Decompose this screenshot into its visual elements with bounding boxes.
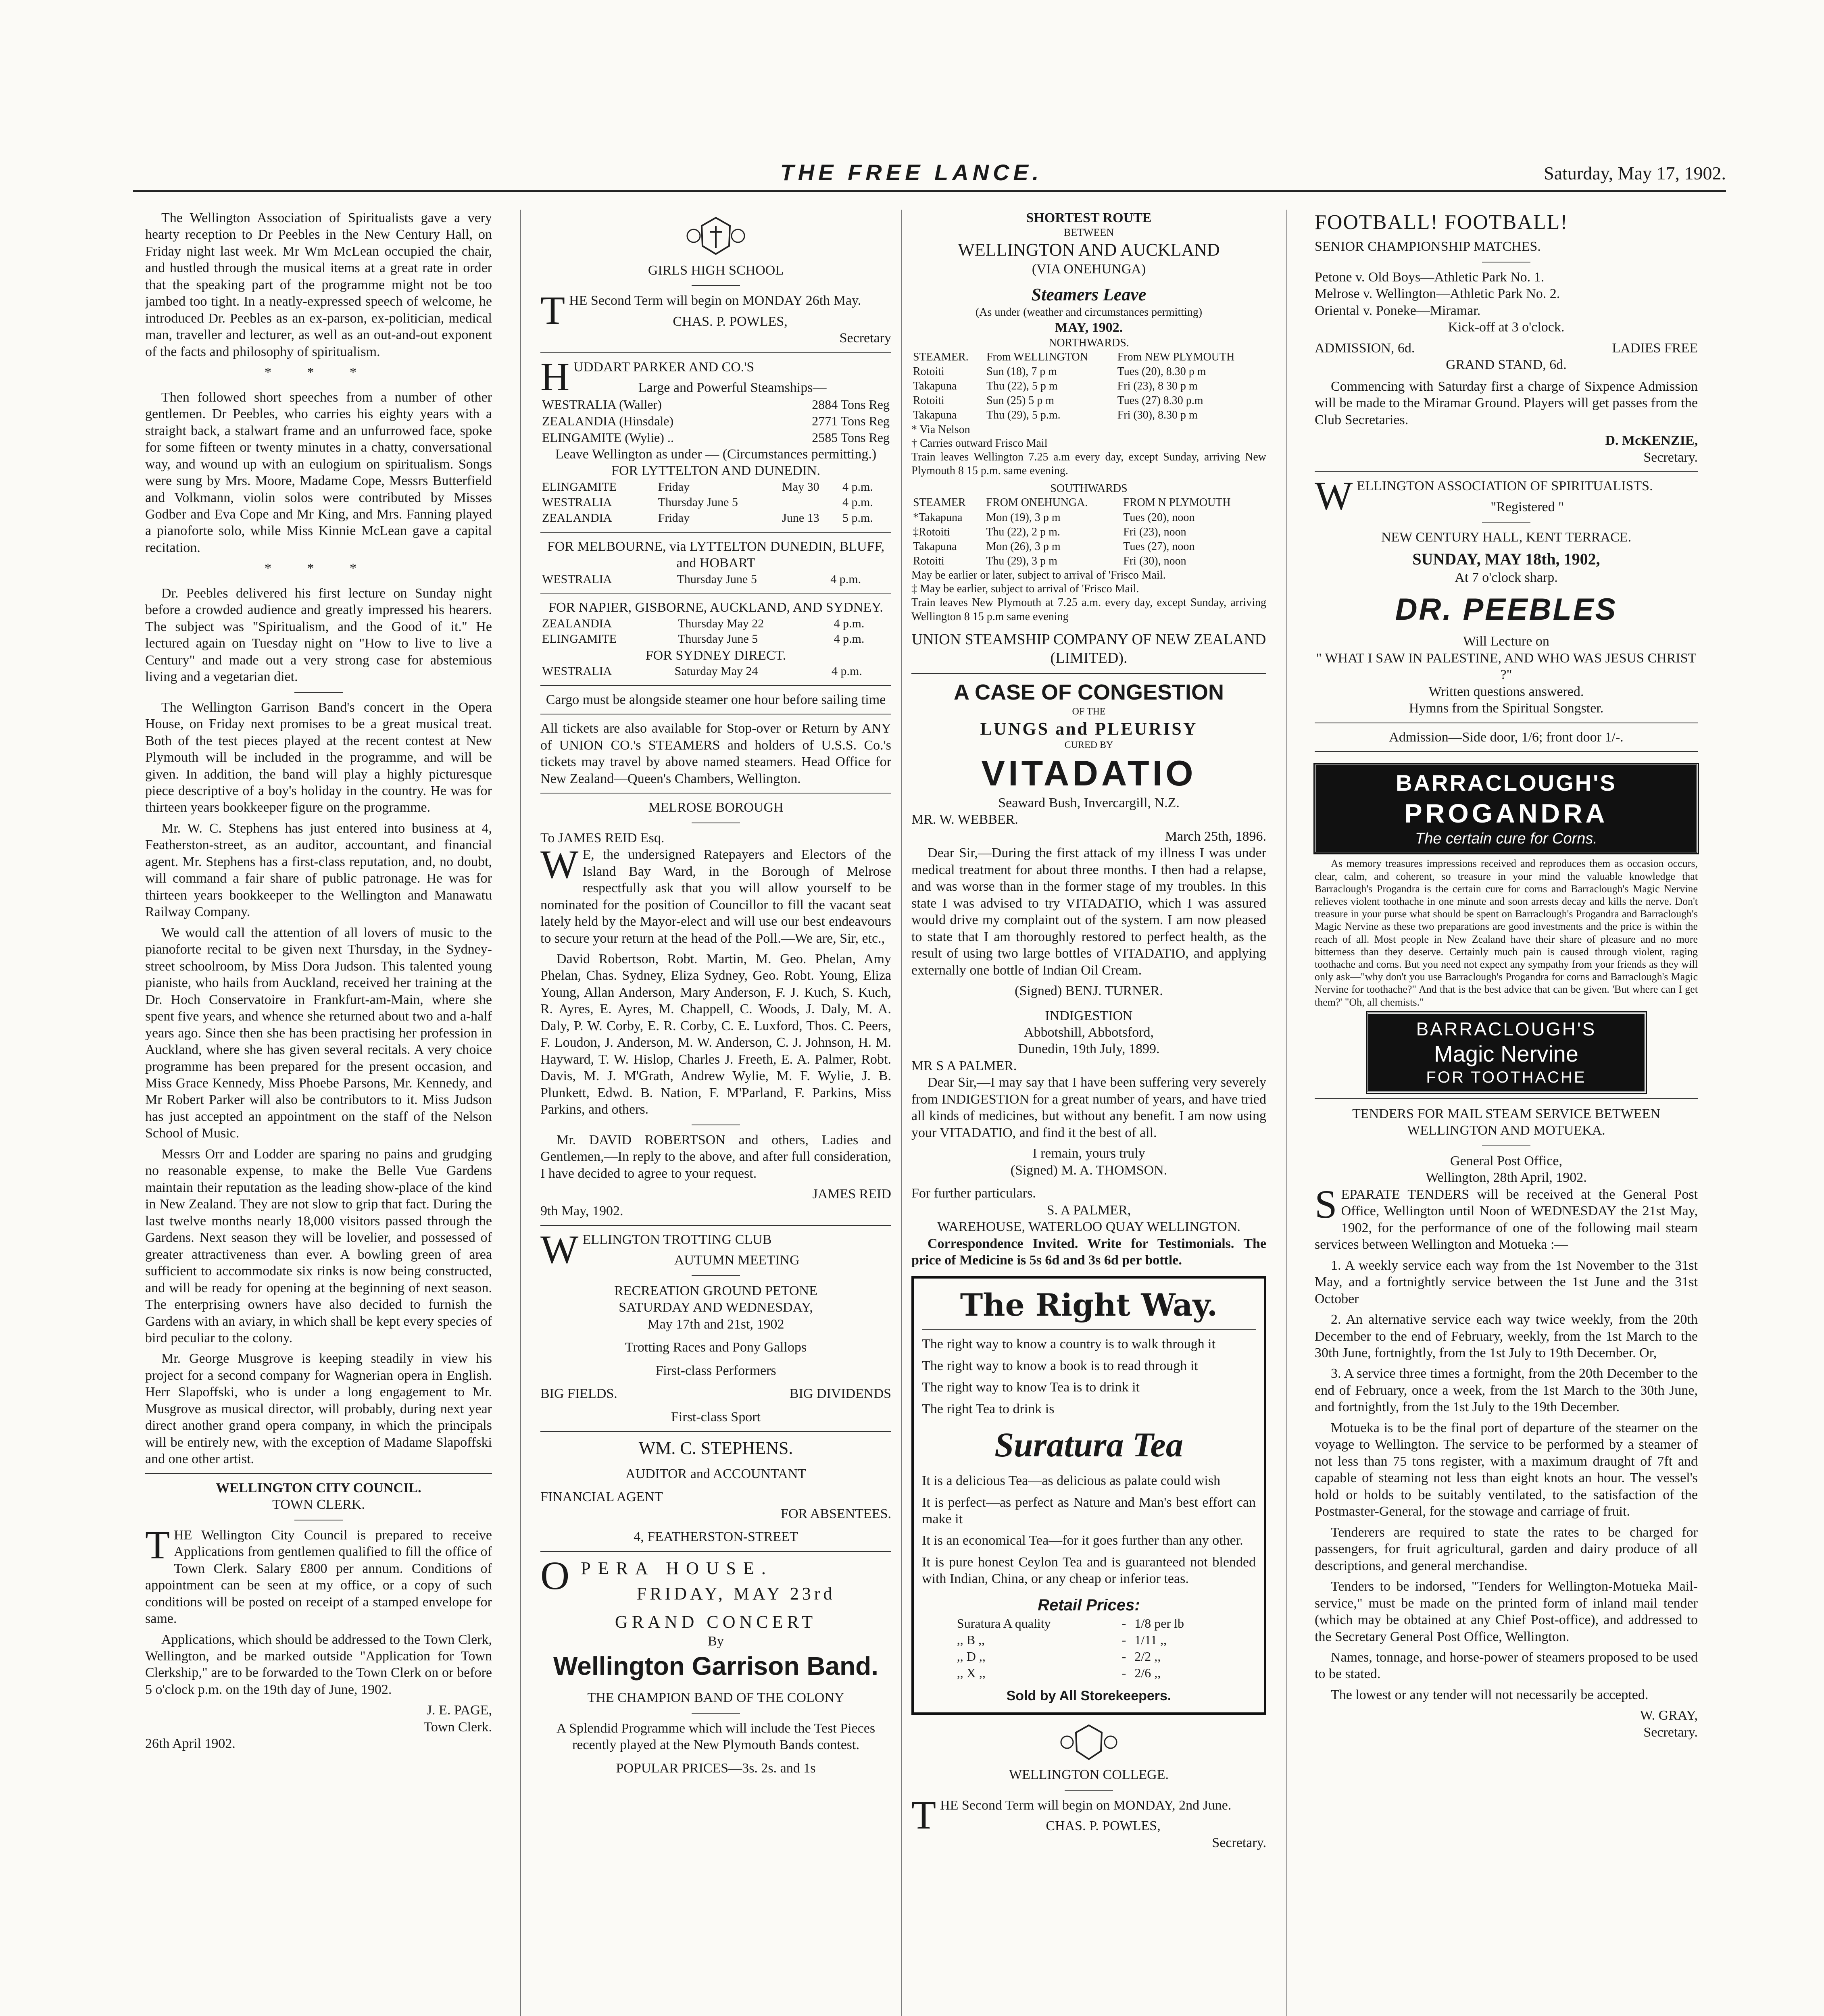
cargo-note: Cargo must be alongside steamer one hour before sailing time	[546, 692, 886, 707]
divider	[540, 1225, 891, 1226]
opera-line: By	[708, 1633, 724, 1649]
stephens-heading: WM. C. STEPHENS.	[638, 1438, 793, 1458]
college-sign-title: Secretary.	[1212, 1835, 1266, 1850]
girls-school-signature: CHAS. P. POWLES,	[673, 314, 788, 329]
spiritualists-speaker: DR. PEEBLES	[1395, 592, 1618, 627]
spiritualists-will: Will Lecture on	[1463, 634, 1549, 649]
tickets-note: All tickets are also available for Stop-over or Return by ANY of UNION CO.'s STEAMERS and holders of U.S.S. Co.'s tickets may travel by above named steamers. Head Office for New Zealand—Queen's Chambers, Wellington.	[540, 721, 891, 786]
tenders-text: Names, tonnage, and horse-power of steamers proposed to be used to be stated.	[1315, 1649, 1698, 1682]
table-row: WESTRALIA Saturday May 24 4 p.m.	[542, 664, 862, 678]
dropcap: S	[1315, 1181, 1337, 1227]
crest-icon	[682, 214, 750, 258]
palmer-warehouse: WAREHOUSE, WATERLOO QUAY WELLINGTON.	[937, 1219, 1241, 1235]
route-via: (VIA ONEHUNGA)	[1032, 261, 1146, 277]
tenders-text: 2. An alternative service each way twice weekly, from the 20th December to the end of February, weekly, from the 1st March to the 30th June, fortnightly, from the 1st July to 19th December. Or,	[1315, 1312, 1698, 1361]
tenders-text: Tenderers are required to state the rates to be charged for passengers, for fruit agricultural, garden and dairy produce of all descriptions, and general merchandise.	[1315, 1524, 1698, 1573]
council-text: Applications, which should be addressed to the Town Clerk, Wellington, and be marked outside "Application for Town Clerkship," are to be forwarded to the Town Clerk on or before 5 o'clock p.m. on the 19th day of June, 1902.	[145, 1632, 492, 1697]
crest-icon	[1057, 1722, 1121, 1762]
right-way-line: It is an economical Tea—for it goes further than any other.	[922, 1533, 1243, 1548]
divider	[1315, 1098, 1698, 1099]
indigestion-address: Abbotshill, Abbotsford,	[1024, 1025, 1154, 1040]
college-heading: WELLINGTON COLLEGE.	[1009, 1767, 1169, 1783]
masthead-title: THE FREE LANCE.	[780, 160, 1043, 185]
stephens-line: FOR ABSENTEES.	[781, 1506, 891, 1521]
case-signature: (Signed) BENJ. TURNER.	[1015, 983, 1163, 999]
route-direction: SOUTHWARDS	[1050, 482, 1128, 495]
divider	[540, 685, 891, 686]
divider	[692, 1713, 740, 1714]
prices-table	[955, 1615, 1222, 1681]
table-row: Rotoiti Thu (29), 3 p m Fri (30), noon	[913, 554, 1186, 567]
melrose-text: W E, the undersigned Ratepayers and Electors of the Island Bay Ward, in the Borough of Melrose respectfully ask that you will allow yourself to be nominated for the position of Councillor to fill the vacant seat lately held by the Mayor-elect and will use our best endeavours to secure your return at the head of the Poll.—We are, Sir, etc.,	[540, 842, 891, 946]
table-row: ,, D ,, - 2/2 ,,	[957, 1649, 1161, 1664]
football-signature: D. McKENZIE,	[1605, 433, 1698, 448]
column-divider	[1286, 210, 1287, 2016]
trotting-line: May 17th and 21st, 1902	[647, 1316, 784, 1332]
sailing-table	[540, 479, 891, 526]
tenders-text: 3. A service three times a fortnight, from the 20th December to the end of February, once a week, from the 1st March to the 30th June, and fortnightly, from the 1st July to the 19th December.	[1315, 1366, 1698, 1415]
right-way-line: The right Tea to drink is	[922, 1401, 1055, 1416]
divider	[911, 673, 1266, 674]
council-date: 26th April 1902.	[145, 1736, 236, 1752]
table-row: Suratura A quality - 1/8 per lb	[957, 1616, 1184, 1631]
dropcap: W	[540, 842, 579, 887]
divider	[1315, 471, 1698, 472]
union-company: UNION STEAMSHIP COMPANY OF NEW ZEALAND (LIMITED).	[911, 631, 1266, 667]
masthead	[97, 159, 1726, 187]
case-date: March 25th, 1896.	[1165, 829, 1266, 844]
opera-band-name: Wellington Garrison Band.	[553, 1652, 878, 1681]
column-1	[145, 210, 492, 1752]
trotting-line: Trotting Races and Pony Gallops	[625, 1340, 807, 1355]
spiritualists-hymns: Hymns from the Spiritual Songster.	[1409, 701, 1604, 716]
section-stars: * * *	[265, 561, 373, 576]
indigestion-signature: (Signed) M. A. THOMSON.	[1010, 1162, 1167, 1178]
nervine-line: BARRACLOUGH'S	[1416, 1018, 1597, 1039]
table-row: WESTRALIA (Waller) 2884 Tons Reg	[542, 397, 890, 412]
trotting-heading: WELLINGTON TROTTING CLUB	[540, 1227, 772, 1272]
southwards-table	[911, 496, 1266, 569]
right-way-heading: The Right Way.	[960, 1287, 1218, 1323]
nervine-line: Magic Nervine	[1434, 1041, 1578, 1066]
table-row: Takapuna Mon (26), 3 p m Tues (27), noon	[913, 540, 1195, 553]
suratura-tea-ad	[911, 1276, 1266, 1715]
council-signature: J. E. PAGE,	[426, 1703, 492, 1718]
dropcap: W	[1315, 473, 1353, 519]
further-particulars: For further particulars.	[911, 1186, 1036, 1201]
progandra-line: BARRACLOUGH'S	[1396, 770, 1617, 796]
trotting-line: RECREATION GROUND PETONE	[614, 1283, 817, 1298]
divider	[1315, 751, 1698, 752]
council-text: THE Wellington City Council is prepared to receive Applications from gentlemen qualified to fill the office of Town Clerk. Salary £800 per annum. Conditions of appointment can be seen at my office, or a copy of such conditions will be posted on receipt of a stamped envelope for same.	[145, 1522, 492, 1627]
table-row: ,, B ,, - 1/11 ,,	[957, 1632, 1167, 1647]
nervine-line: FOR TOOTHACHE	[1426, 1068, 1586, 1087]
column-2	[540, 210, 891, 1776]
right-way-line: It is a delicious Tea—as delicious as palate could wish	[922, 1473, 1221, 1489]
news-paragraph: Dr. Peebles delivered his first lecture on Sunday night before a crowded audience and greatly impressed his hearers. The subject was "Spiritualism, and the Good of it." He lectured again on Tuesday night on "How to live to live a Century" and made out a very strong case for abstemious living and a vegetarian diet.	[145, 585, 492, 685]
girls-school-sign-title: Secretary	[839, 331, 891, 346]
dropcap: W	[540, 1227, 579, 1272]
divider	[1065, 1790, 1113, 1791]
opera-heading: OPERA HOUSE.	[540, 1553, 773, 1598]
progandra-line: PROGANDRA	[1404, 798, 1608, 828]
table-row: ZEALANDIA Friday June 13 5 p.m.	[542, 511, 873, 525]
table-row: ZEALANDIA Thursday May 22 4 p.m.	[542, 616, 865, 630]
melrose-reply: Mr. DAVID ROBERTSON and others, Ladies and Gentlemen,—In reply to the above, and after full consideration, I have decided to agree to your request.	[540, 1132, 891, 1181]
college-text: THE Second Term will begin on MONDAY, 2nd June.	[911, 1792, 1232, 1837]
route-footnote: † Carries outward Frisco Mail	[911, 437, 1048, 450]
table-row: ,, X ,, - 2/6 ,,	[957, 1665, 1161, 1680]
football-line: Oriental v. Poneke—Miramar.	[1315, 303, 1481, 318]
opera-line: POPULAR PRICES—3s. 2s. and 1s	[616, 1760, 816, 1776]
table-row: ELINGAMITE Friday May 30 4 p.m.	[542, 480, 873, 494]
divider	[540, 1551, 891, 1552]
tenders-text: SEPARATE TENDERS will be received at the General Post Office, Wellington until Noon of WEDNESDAY the 21st May, 1902, for the performance of one of the following mail steam services between Wellington and Motueka :—	[1315, 1181, 1698, 1252]
melrose-names: David Robertson, Robt. Martin, M. Geo. Phelan, Amy Phelan, Chas. Sydney, Eliza Sydney, Geo. Robt. Young, Eliza Young, Allan Anderson, Mary Anderson, F. J. Kuch, S. Kuch, R. Ayres, E. Ayres, M. Chappell, C. Woods, J. Daly, M. A. Daly, P. W. Corby, E. R. Corby, C. E. Luxford, Thos. C. Peers, F. Loudon, J. Anderson, M. W. Anderson, C. J. Johnson, H. M. Hayward, T. W. Hislop, Charles J. Freeth, E. A. Palmer, Robt. Davis, M. J. M'Grath, Andrew Wylie, M. F. Wylie, J. B. Plunkett, Edwd. B. Nation, F. M'Parland, F. Parkins, Miss Parkins, and others.	[540, 951, 891, 1117]
tenders-sign-title: Secretary.	[1643, 1724, 1698, 1740]
football-text: Commencing with Saturday first a charge of Sixpence Admission will be made to the Miramar Ground. Players will get passes from the Club Secretaries.	[1315, 379, 1698, 427]
retail-footer: Sold by All Storekeepers.	[1006, 1688, 1172, 1704]
melrose-signature: JAMES REID	[812, 1187, 891, 1202]
tenders-text: 1. A weekly service each way from the 1st November to the 31st May, and a fortnightly service between the 1st June and the 31st October	[1315, 1258, 1698, 1306]
divider	[692, 285, 740, 286]
football-heading: FOOTBALL! FOOTBALL!	[1315, 211, 1568, 234]
palmer-name: S. A PALMER,	[1046, 1202, 1131, 1218]
news-paragraph: We would call the attention of all lovers of music to the pianoforte recital to be given next Thursday, in the Sydney-street schoolroom, by Miss Dora Judson. This talented young pianiste, who hails from Auckland, received her training at the Dr. Hoch Conservatoire in Frankfurt-am-Main, where she spent five years, and whence she returned about two and a-half years ago. Since then she has been practising her profession in Auckland, where she has given several recitals. A very choice programme has been prepared for the present occasion, and Miss Grace Kennedy, Miss Phoebe Parsons, Mr. Kennedy, and Mr Robert Parker will also be contributors to it. Miss Judson has just accepted an appointment on the staff of the Nelson School of Music.	[145, 925, 492, 1141]
route-steamers: Steamers Leave	[1031, 285, 1147, 305]
spiritualists-time: At 7 o'clock sharp.	[1455, 570, 1558, 585]
football-line: Melrose v. Wellington—Athletic Park No. 2.	[1315, 286, 1560, 302]
table-header: STEAMER. From WELLINGTON From NEW PLYMOUTH	[913, 350, 1235, 363]
right-way-line: The right way to know a book is to read through it	[922, 1358, 1198, 1373]
spiritualists-date: SUNDAY, MAY 18th, 1902,	[1412, 550, 1600, 569]
stephens-line: AUDITOR and ACCOUNTANT	[625, 1466, 807, 1481]
route-month: MAY, 1902.	[1055, 320, 1123, 335]
football-grand: GRAND STAND, 6d.	[1446, 357, 1567, 373]
tenders-signature: W. GRAY,	[1640, 1708, 1698, 1723]
dropcap: O	[540, 1553, 577, 1598]
melrose-to: To JAMES REID Esq.	[540, 830, 665, 846]
divider	[1482, 522, 1530, 523]
case-heading: A CASE OF CONGESTION	[953, 680, 1224, 705]
spiritualists-reg: "Registered "	[1490, 499, 1564, 514]
council-sign-title: Town Clerk.	[423, 1719, 492, 1735]
tenders-text: Motueka is to be the final port of departure of the steamer on the voyage to Wellington. The service to be performed by a steamer of not less than 75 tons register, with a maximum draught of 7ft and capable of steaming not less than eight knots an hour. The vessel's hold or holds to be suitably ventilated, to the satisfaction of the Postmaster-General, for the stowage and carriage of fruit.	[1315, 1420, 1698, 1519]
stephens-line: FINANCIAL AGENT	[540, 1489, 663, 1505]
news-paragraph: The Wellington Association of Spiritualists gave a very hearty reception to Dr Peebles in the New Century Hall, on Friday night last week. Mr Wm McLean occupied the chair, and hustled through the musical items at a great rate in order that the speaking part of the programme might not be too jambed too tight. In a neatly-expressed speech of welcome, he introduced Dr. Peebles as an ex-parson, ex-politician, medical man, traveller and lecturer, as well as an out-and-out exponent of the facts and philosophy of spiritualism.	[145, 210, 492, 359]
divider	[294, 692, 343, 693]
case-cured: CURED BY	[1064, 740, 1113, 751]
case-address: Seaward Bush, Invercargill, N.Z.	[998, 795, 1180, 810]
indigestion-heading: INDIGESTION	[1045, 1008, 1133, 1023]
trotting-line: SATURDAY AND WEDNESDAY,	[619, 1300, 813, 1315]
sailing-table	[540, 616, 891, 647]
column-divider	[901, 210, 902, 2016]
table-row: WESTRALIA Thursday June 5 4 p.m.	[542, 496, 873, 509]
divider	[692, 1275, 740, 1276]
indigestion-close: I remain, yours truly	[1032, 1146, 1145, 1161]
dropcap: T	[145, 1522, 170, 1567]
stephens-line: 4, FEATHERSTON-STREET	[634, 1529, 798, 1545]
table-row: ‡Rotoiti Thu (22), 2 p m. Fri (23), noon	[913, 525, 1186, 538]
huddart-sub: Large and Powerful Steamships—	[638, 380, 827, 396]
suratura-brand: Suratura Tea	[994, 1425, 1183, 1464]
route-footnote: * Via Nelson	[911, 423, 970, 436]
football-admission: ADMISSION, 6d. LADIES FREE	[1315, 340, 1698, 356]
route-direction: NORTHWARDS.	[1049, 336, 1129, 349]
trotting-line: First-class Sport	[671, 1409, 761, 1425]
route-heading: SHORTEST ROUTE	[1026, 210, 1152, 225]
huddart-heading: HUDDART PARKER AND CO.'S	[540, 354, 755, 399]
divider	[540, 352, 891, 353]
table-row: ELINGAMITE Thursday June 5 4 p.m.	[542, 632, 865, 646]
right-way-line: It is pure honest Ceylon Tea and is guaranteed not blended with Indian, China, or any cheap or inferior teas.	[922, 1554, 1256, 1587]
route-footnote: Train leaves Wellington 7.25 a.m every day, except Sunday, arriving New Plymouth 8 15 p.m. same evening.	[911, 450, 1266, 477]
table-row: Takapuna Thu (29), 5 p.m. Fri (30), 8.30 p m	[913, 409, 1198, 422]
route-footnote: ‡ May be earlier, subject to arrival of 'Frisco Mail.	[911, 583, 1139, 596]
opera-line: THE CHAMPION BAND OF THE COLONY	[587, 1690, 844, 1706]
right-way-line: The right way to know Tea is to drink it	[922, 1380, 1140, 1395]
divider	[145, 1473, 492, 1474]
tenders-address: Wellington, 28th April, 1902.	[1426, 1170, 1587, 1185]
palmer-correspondence: Correspondence Invited. Write for Testimonials. The price of Medicine is 5s 6d and 3s 6d per bottle.	[911, 1236, 1266, 1268]
table-row: Rotoiti Sun (18), 7 p m Tues (20), 8.30 p m	[913, 365, 1206, 378]
table-row: ZEALANDIA (Hinsdale) 2771 Tons Reg	[542, 413, 890, 428]
spiritualists-topic: " WHAT I SAW IN PALESTINE, AND WHO WAS JESUS CHRIST ?"	[1316, 650, 1697, 683]
table-row: WESTRALIA Thursday June 5 4 p.m.	[542, 572, 861, 586]
indigestion-address: Dunedin, 19th July, 1899.	[1018, 1041, 1160, 1057]
divider	[540, 532, 891, 533]
opera-line: GRAND CONCERT	[615, 1612, 817, 1632]
right-way-line: The right way to know a country is to walk through it	[922, 1337, 1216, 1352]
column-4	[1315, 210, 1698, 1741]
tenders-text: Tenders to be indorsed, "Tenders for Wellington-Motueka Mail-service," must be made on the printed form of inland mail tender (which may be obtained at any Chief Post-office), and addressed to the Secretary General Post Office, Wellington.	[1315, 1579, 1698, 1644]
table-row: Rotoiti Sun (25) 5 p m Tues (27) 8.30 p.m	[913, 394, 1203, 407]
girls-school-text: THE Second Term will begin on MONDAY 26th May.	[540, 288, 861, 333]
section-stars: * * *	[265, 365, 373, 380]
tenders-heading: TENDERS FOR MAIL STEAM SERVICE BETWEEN WELLINGTON AND MOTUEKA.	[1352, 1106, 1660, 1138]
football-line: Kick-off at 3 o'clock.	[1448, 320, 1565, 335]
news-paragraph: Then followed short speeches from a number of other gentlemen. Dr Peebles, who carries his eighty years with a straight back, a stalwart frame and an unfurrowed face, spoke for some fifteen or twenty minutes in a chatty, conversational way, and wound up with an eulogium on spiritualism. Songs were sung by Mrs. Moore, Madame Cope, Messrs Butterfield and Volkmann, violin solos were contributed by Misses Godber and Eva Cope and Mr King, and Mrs. Fanning played a pianoforte solo, while Miss Kinnie McLean gave a capital recitation.	[145, 389, 492, 555]
sailing-table	[540, 664, 891, 679]
masthead-date: Saturday, May 17, 1902.	[1544, 163, 1726, 183]
sailing-table	[540, 572, 891, 587]
route-footnote: Train leaves New Plymouth at 7.25 a.m. every day, except Sunday, arriving Wellington 8 15 p.m same evening	[911, 596, 1266, 623]
case-of: OF THE	[1072, 706, 1106, 717]
route-note: (As under (weather and circumstances permitting)	[975, 306, 1203, 319]
tenders-text: The lowest or any tender will not necessarily be accepted.	[1331, 1687, 1649, 1702]
indigestion-text: Dear Sir,—I may say that I have been suffering very severely from INDIGESTION for a great number of years, and have tried all kinds of medicines, but without any benefit. I am now using your VITADATIO, and find it the best of all.	[911, 1075, 1266, 1140]
case-text: Dear Sir,—During the first attack of my illness I was under medical treatment for about three months. I then had a relapse, and was worse than in the former stage of my troubles. In this state I was advised to try VITADATIO, which I was assured would drive my complaint out of the system. I am now pleased to state that I am thoroughly restored to perfect health, as the result of using two large bottles of VITADATIO, and applying externally one bottle of Indian Oil Cream.	[911, 846, 1266, 978]
dropcap: H	[540, 354, 570, 399]
college-signature: CHAS. P. POWLES,	[1046, 1818, 1161, 1834]
spiritualists-admission: Admission—Side door, 1/6; front door 1/-.	[1389, 729, 1624, 745]
football-sign-title: Secretary.	[1643, 450, 1698, 465]
case-to: MR. W. WEBBER.	[911, 812, 1018, 827]
melrose-date: 9th May, 1902.	[540, 1203, 623, 1218]
trotting-line: First-class Performers	[655, 1363, 776, 1378]
northwards-table	[911, 350, 1266, 423]
route-heading: FOR NAPIER, GISBORNE, AUCKLAND, AND SYDNEY.	[548, 600, 883, 615]
council-subheading: TOWN CLERK.	[272, 1497, 365, 1512]
ships-table	[540, 396, 891, 446]
divider	[540, 1431, 891, 1432]
dropcap: T	[911, 1792, 936, 1837]
spiritualists-hall: NEW CENTURY HALL, KENT TERRACE.	[1381, 530, 1632, 545]
tenders-address: General Post Office,	[1450, 1153, 1562, 1168]
football-sub: SENIOR CHAMPIONSHIP MATCHES.	[1315, 239, 1541, 254]
divider	[540, 593, 891, 594]
progandra-line: The certain cure for Corns.	[1415, 830, 1597, 848]
progandra-text: As memory treasures impressions received and reproduces them as occasion occurs, clear, calm, and coherent, so treasure in your mind the valuable knowledge that Barraclough's Progandra is the certain cure for corns and Barraclough's Magic Nervine relieves violent toothache in one minute and soon arrests decay and kills the nerve. Don't treasure in your purse what should be spent on Barraclough's Progandra and Barraclough's Magic Nervine as these two preparations are good investments and the price is within the reach of all. Most people in New Zealand have their share of pleasure and no more bitterness than they deserve. Certainly much pain is caused through violent, raging toothache and corns. But you need not expect any sympathy from your friends as they will only ask—"why don't you use Barraclough's Progandra for corns and Barraclough's Magic Nervine for toothache?" And that is the best advice that can be given. 'But where can I get them?' "Oh, all chemists."	[1315, 858, 1698, 1008]
route-heading: FOR SYDNEY DIRECT.	[645, 648, 786, 663]
divider	[922, 1329, 1256, 1330]
column-divider	[520, 210, 521, 2016]
football-line: Petone v. Old Boys—Athletic Park No. 1.	[1315, 269, 1545, 285]
column-3	[911, 210, 1266, 1851]
opera-line: A Splendid Programme which will include the Test Pieces recently played at the New Plymouth Bands contest.	[556, 1720, 876, 1753]
vitadatio-logo: VITADATIO	[981, 753, 1197, 793]
route-heading: FOR MELBOURNE, via LYTTELTON DUNEDIN, BLUFF, and HOBART	[547, 539, 885, 571]
table-row: *Takapuna Mon (19), 3 p m Tues (20), noon	[913, 511, 1195, 524]
news-paragraph: Mr. George Musgrove is keeping steadily in view his project for a second company for Wagnerian opera in English. Herr Slapoffski, who is under a long engagement to Mr. Musgrove as musical director, will probably, during next year direct another grand opera company, in which the principals will be entirely new, with the exception of Madame Slapoffski and one other artist.	[145, 1351, 492, 1467]
melrose-heading: MELROSE BOROUGH	[648, 800, 784, 815]
news-paragraph: Mr. W. C. Stephens has just entered into business at 4, Featherston-street, as an auditor, accountant, and financial agent. Mr. Stephens has a first-class reputation, and, no doubt, will command a fair share of public patronage. He was for thirteen years bookkeeper to the Wellington and Manawatu Railway Company.	[145, 821, 492, 920]
spiritualists-heading: WELLINGTON ASSOCIATION OF SPIRITUALISTS.	[1315, 473, 1653, 519]
route-footnote: May be earlier or later, subject to arrival of 'Frisco Mail.	[911, 569, 1166, 582]
dropcap: T	[540, 288, 565, 333]
case-lungs: LUNGS and PLEURISY	[980, 719, 1198, 739]
route-heading: FOR LYTTELTON AND DUNEDIN.	[611, 463, 820, 479]
route-title: WELLINGTON AND AUCKLAND	[958, 240, 1220, 260]
table-row: ELINGAMITE (Wylie) .. 2585 Tons Reg	[542, 430, 890, 445]
route-between: BETWEEN	[1063, 227, 1114, 239]
indigestion-to: MR S A PALMER.	[911, 1058, 1017, 1073]
news-paragraph: The Wellington Garrison Band's concert in the Opera House, on Friday next promises to be a great musical treat. Both of the test pieces played at the recent contest at New Plymouth will be included in the programme, and will be given. In addition, the band will play a highly picturesque piece descriptive of a boy's holiday in the country. He was for thirteen years bookkeeper figure on the programme.	[145, 700, 492, 815]
spiritualists-questions: Written questions answered.	[1428, 684, 1584, 699]
retail-prices-heading: Retail Prices:	[1038, 1596, 1140, 1614]
girls-school-heading: GIRLS HIGH SCHOOL	[648, 263, 784, 278]
nervine-banner	[1367, 1012, 1646, 1093]
masthead-rule	[133, 190, 1726, 192]
council-heading: WELLINGTON CITY COUNCIL.	[216, 1480, 421, 1495]
huddart-note: Leave Wellington as under — (Circumstances permitting.)	[555, 446, 877, 462]
table-header: STEAMER FROM ONEHUNGA. FROM N PLYMOUTH	[913, 496, 1231, 509]
news-paragraph: Messrs Orr and Lodder are sparing no pains and grudging no reasonable expense, to make the Belle Vue Gardens maintain their reputation as the leading show-place of the kind in New Zealand. They are not slow to grip that fact. During the last twelve months nearly 18,000 visitors passed through the Gardens. Next season they will be lovelier, and possessed of greater attractiveness than ever. A bowling green of area sufficient to accommodate six rinks is now being constructed, and will be ready for opening at the beginning of next season. The enterprising owners have also decided to furnish the Gardens with an aviary, in which shall be kept every species of bird peculiar to the colony.	[145, 1146, 492, 1345]
right-way-line: It is perfect—as perfect as Nature and Man's best effort can make it	[922, 1495, 1256, 1527]
progandra-ad	[1315, 764, 1698, 1093]
opera-line: FRIDAY, MAY 23rd	[636, 1584, 836, 1604]
divider	[1482, 1145, 1530, 1146]
table-row: Takapuna Thu (22), 5 p m Fri (23), 8 30 p m	[913, 380, 1198, 393]
trotting-line: BIG FIELDS. BIG DIVIDENDS	[540, 1386, 891, 1402]
progandra-banner	[1315, 764, 1698, 853]
trotting-line: AUTUMN MEETING	[674, 1253, 800, 1268]
